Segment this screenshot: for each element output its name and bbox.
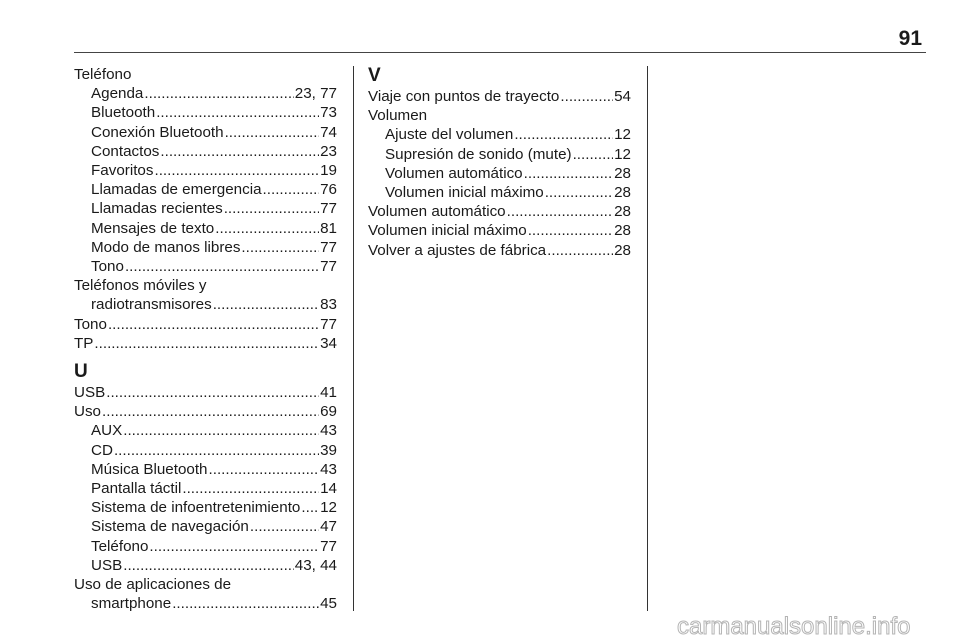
leader-dots: [514, 125, 613, 144]
entry-label: Llamadas recientes: [91, 200, 223, 218]
leader-dots: [528, 221, 613, 240]
leader-dots: [114, 441, 319, 460]
entry-page: 77: [320, 200, 337, 218]
leader-dots: [149, 537, 319, 556]
entry-page: 19: [320, 162, 337, 180]
entry-page: 28: [614, 184, 631, 202]
entry-page: 23: [320, 142, 337, 160]
index-entry[interactable]: [74, 594, 337, 613]
entry-label: AUX: [91, 422, 123, 440]
index-entry[interactable]: [74, 441, 337, 460]
column-divider-left: [353, 66, 354, 611]
entry-page: 76: [320, 181, 337, 199]
entry-page: 28: [614, 164, 631, 182]
watermark: [675, 610, 935, 640]
index-entry[interactable]: [74, 498, 337, 517]
entry-page: 45: [320, 595, 337, 613]
index-entry[interactable]: [368, 221, 631, 240]
leader-dots: [250, 517, 319, 536]
index-entry[interactable]: [74, 295, 337, 314]
leader-dots: [123, 421, 319, 440]
entry-page: 23, 77: [294, 85, 337, 103]
entry-label: Sistema de infoentretenimiento: [91, 499, 301, 517]
index-entry[interactable]: [74, 257, 337, 276]
leader-dots: [224, 199, 319, 218]
entry-label: Mensajes de texto: [91, 219, 215, 237]
index-entry[interactable]: [74, 315, 337, 334]
leader-dots: [125, 257, 319, 276]
entry-label: Tono: [91, 258, 124, 276]
entry-page: 14: [320, 480, 337, 498]
entry-label: Supresión de sonido (mute): [385, 145, 572, 163]
entry-label: Uso: [74, 403, 102, 421]
entry-label: Pantalla táctil: [91, 480, 182, 498]
entry-page: 41: [320, 384, 337, 402]
index-entry[interactable]: [368, 202, 631, 221]
entry-label: Volumen inicial máximo: [368, 222, 527, 240]
index-heading-moviles: Teléfonos móviles y: [74, 277, 207, 295]
entry-label: Contactos: [91, 142, 160, 160]
index-entry[interactable]: [74, 180, 337, 199]
entry-page: 43, 44: [294, 556, 337, 574]
leader-dots: [301, 498, 319, 517]
leader-dots: [106, 383, 319, 402]
leader-dots: [172, 594, 319, 613]
leader-dots: [154, 161, 319, 180]
entry-label: Viaje con puntos de trayecto: [368, 88, 560, 105]
entry-label: CD: [91, 441, 113, 459]
index-entry[interactable]: [74, 537, 337, 556]
leader-dots: [547, 241, 613, 260]
entry-page: 12: [320, 499, 337, 517]
index-heading-volumen: Volumen: [368, 107, 428, 125]
entry-page: 69: [320, 403, 337, 421]
entry-page: 81: [320, 219, 337, 237]
entry-page: 34: [320, 334, 337, 352]
entry-label: Sistema de navegación: [91, 518, 249, 536]
index-entry[interactable]: [368, 183, 631, 202]
index-entry[interactable]: [368, 145, 631, 164]
index-entry[interactable]: [74, 402, 337, 421]
entry-page: 73: [320, 104, 337, 122]
section-letter-v: V: [368, 65, 381, 86]
entry-label: Modo de manos libres: [91, 238, 241, 256]
entry-label: smartphone: [91, 595, 172, 613]
leader-dots: [225, 123, 320, 142]
entry-page: 28: [614, 203, 631, 221]
entry-page: 83: [320, 296, 337, 314]
entry-label: Conexión Bluetooth: [91, 123, 224, 141]
page-number: 91: [898, 27, 922, 50]
entry-page: 77: [320, 258, 337, 276]
entry-page: 28: [614, 241, 631, 259]
entry-page: 77: [320, 315, 337, 333]
leader-dots: [215, 219, 319, 238]
entry-page: 47: [320, 518, 337, 536]
entry-label: Volver a ajustes de fábrica: [368, 241, 547, 259]
leader-dots: [182, 479, 319, 498]
header-rule: [74, 52, 926, 53]
leader-dots: [209, 460, 320, 479]
entry-page: 12: [614, 145, 631, 163]
index-column-1: [74, 65, 337, 613]
section-letter-u: U: [74, 361, 88, 383]
leader-dots: [507, 202, 613, 221]
entry-label: Favoritos: [91, 162, 154, 180]
index-entry[interactable]: [74, 123, 337, 142]
leader-dots: [94, 334, 319, 353]
index-entry[interactable]: [74, 199, 337, 218]
entry-label: Tono: [74, 315, 107, 333]
entry-page: 43: [320, 422, 337, 440]
leader-dots: [545, 183, 613, 202]
index-entry[interactable]: [74, 219, 337, 238]
entry-page: 54: [614, 88, 631, 105]
index-entry[interactable]: [74, 161, 337, 180]
leader-dots: [160, 142, 319, 161]
entry-label: Agenda: [91, 85, 144, 103]
leader-dots: [123, 556, 294, 575]
entry-page: 74: [320, 123, 337, 141]
index-entry[interactable]: [368, 164, 631, 183]
leader-dots: [524, 164, 613, 183]
entry-label: Volumen inicial máximo: [385, 184, 544, 202]
entry-label: TP: [74, 334, 94, 352]
index-entry[interactable]: [74, 556, 337, 575]
leader-dots: [156, 103, 319, 122]
entry-page: 39: [320, 441, 337, 459]
leader-dots: [108, 315, 319, 334]
leader-dots: [573, 145, 614, 164]
entry-page: 28: [614, 222, 631, 240]
index-heading-apps: Uso de aplicaciones de: [74, 576, 232, 594]
entry-label: Volumen automático: [368, 203, 506, 221]
entry-label: USB: [74, 384, 106, 402]
watermark-text: carmanualsonline.info: [677, 613, 911, 640]
index-entry[interactable]: [74, 479, 337, 498]
leader-dots: [241, 238, 319, 257]
index-entry[interactable]: [74, 517, 337, 536]
column-divider-right: [647, 66, 648, 611]
index-entry[interactable]: [74, 334, 337, 353]
entry-page: 77: [320, 537, 337, 555]
entry-label: Ajuste del volumen: [385, 126, 514, 144]
index-entry[interactable]: [74, 460, 337, 479]
entry-page: 43: [320, 460, 337, 478]
index-entry[interactable]: [74, 103, 337, 122]
leader-dots: [213, 295, 319, 314]
entry-page: 12: [614, 126, 631, 144]
index-entry[interactable]: [368, 125, 631, 144]
entry-label: Volumen automático: [385, 164, 523, 182]
entry-label: Llamadas de emergencia: [91, 181, 262, 199]
entry-page: 77: [320, 238, 337, 256]
index-entry[interactable]: [368, 241, 631, 260]
index-column-2: [368, 65, 631, 260]
index-entry[interactable]: [74, 383, 337, 402]
leader-dots: [560, 87, 613, 106]
leader-dots: [144, 84, 293, 103]
entry-label: radiotransmisores: [91, 296, 212, 314]
index-entry[interactable]: [74, 84, 337, 103]
entry-label: Bluetooth: [91, 104, 156, 122]
index-entry[interactable]: [74, 238, 337, 257]
index-entry[interactable]: [368, 87, 631, 106]
leader-dots: [263, 180, 320, 199]
index-entry[interactable]: [74, 421, 337, 440]
index-entry[interactable]: [74, 142, 337, 161]
entry-label: USB: [91, 556, 123, 574]
entry-label: Música Bluetooth: [91, 460, 208, 478]
index-heading-telefono: Teléfono: [74, 66, 132, 83]
leader-dots: [102, 402, 319, 421]
entry-label: Teléfono: [91, 537, 149, 555]
